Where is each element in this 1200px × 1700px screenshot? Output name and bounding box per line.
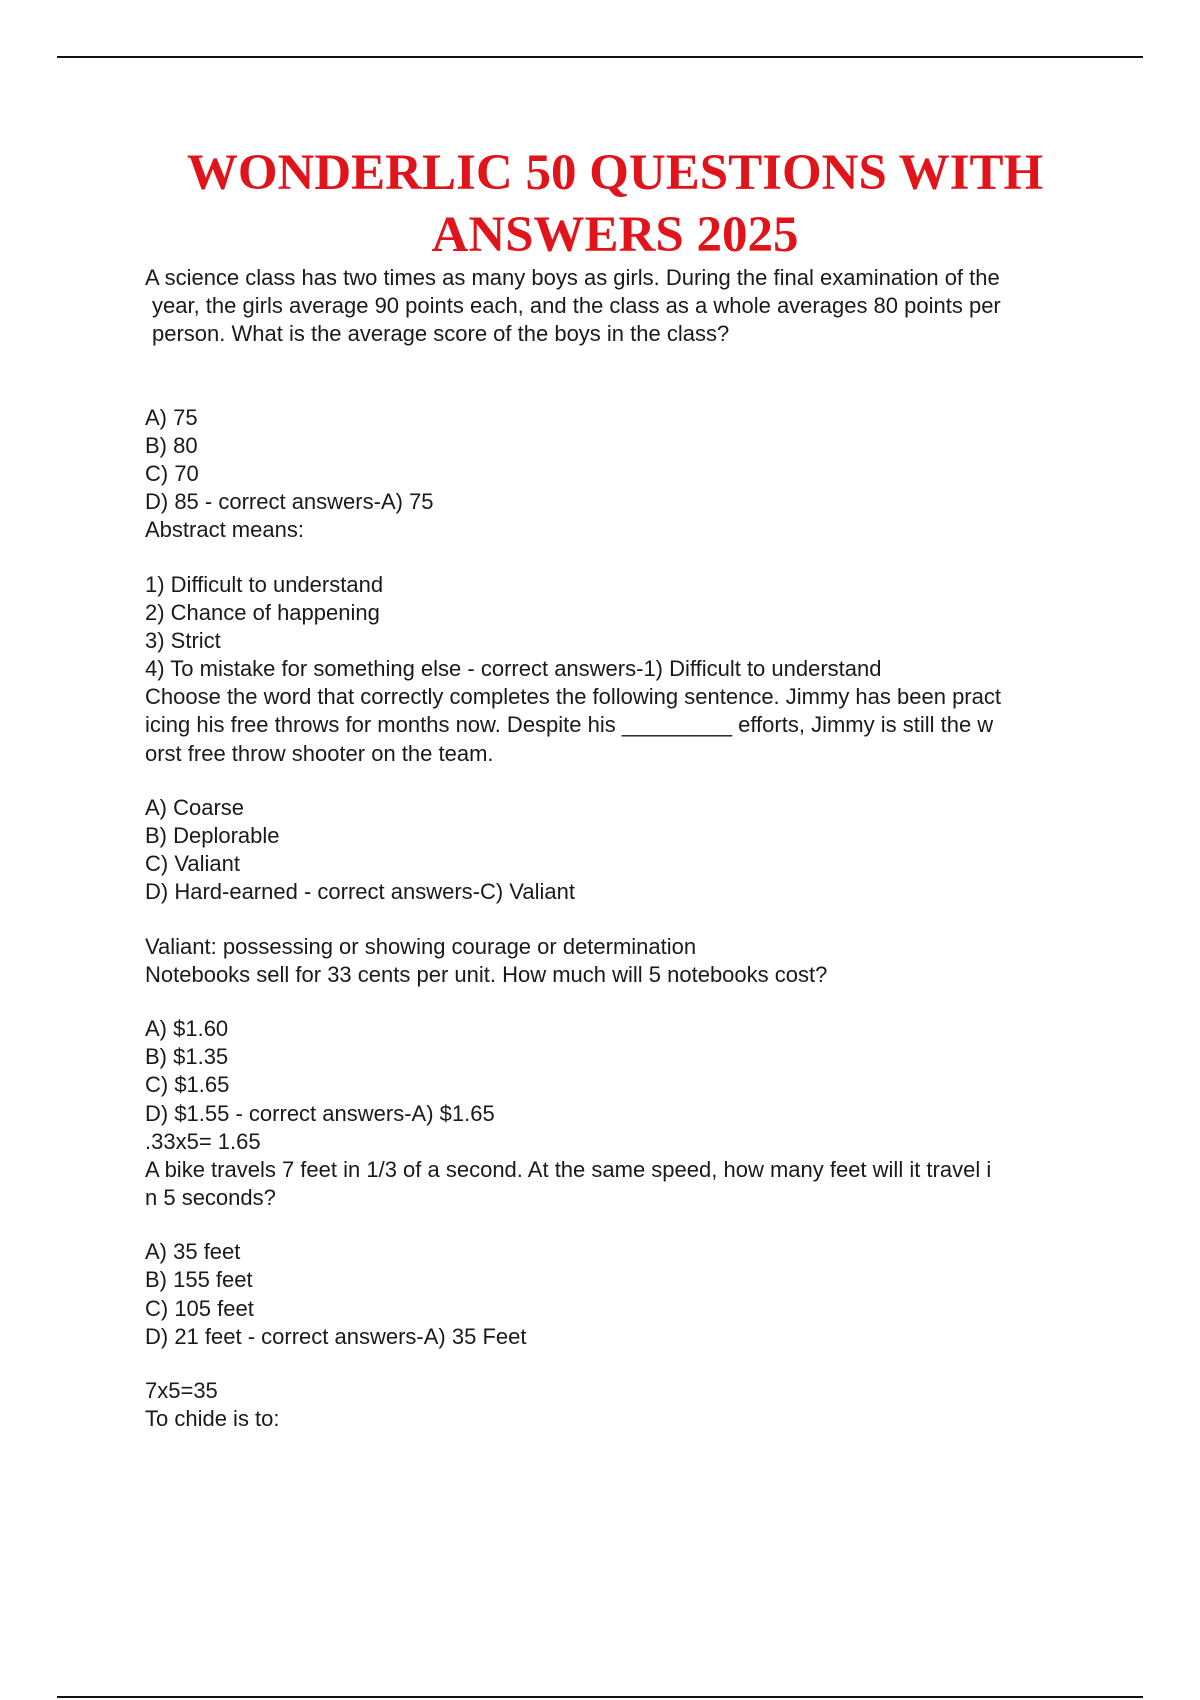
answer-option: A) $1.60	[145, 1015, 229, 1041]
answer-explanation: 7x5=35	[145, 1378, 218, 1403]
answer-option: B) Deplorable	[145, 823, 280, 848]
answer-option: C) Valiant	[145, 851, 240, 877]
question-block-1	[145, 264, 1090, 516]
answer-option: B) 155 feet	[145, 1267, 253, 1293]
question-block-3	[145, 683, 1090, 961]
answer-option: B) 80	[145, 432, 198, 458]
answer-option: 2) Chance of happening	[145, 599, 380, 625]
question-text: Choose the word that correctly completes the following sentence. Jimmy has been pract	[145, 684, 1001, 710]
question-block-6	[145, 1405, 1090, 1433]
answer-option: C) $1.65	[145, 1072, 230, 1098]
question-text: Notebooks sell for 33 cents per unit. How much will 5 notebooks cost?	[145, 961, 828, 987]
answer-option: A) 35 feet	[145, 1239, 241, 1265]
document-title	[120, 142, 1110, 266]
answer-option: A) Coarse	[145, 794, 245, 820]
answer-option-with-key: D) 85 - correct answers-A) 75	[145, 489, 434, 515]
question-block-5	[145, 1156, 1090, 1405]
document-body	[145, 264, 1090, 1433]
answer-explanation: Valiant: possessing or showing courage or determination	[145, 933, 697, 959]
bottom-rule	[57, 1696, 1143, 1698]
answer-option: C) 105 feet	[145, 1295, 254, 1321]
question-text: orst free throw shooter on the team.	[145, 740, 494, 766]
question-text: icing his free throws for months now. Despite his _________ efforts, Jimmy is still the w	[145, 712, 994, 738]
question-text: To chide is to:	[145, 1406, 280, 1432]
answer-option: B) $1.35	[145, 1044, 229, 1070]
answer-option-with-key: D) Hard-earned - correct answers-C) Valiant	[145, 879, 575, 905]
answer-option: 3) Strict	[145, 627, 221, 653]
answer-option: A) 75	[145, 404, 198, 430]
answer-option: C) 70	[145, 460, 199, 486]
answer-option-with-key: D) $1.55 - correct answers-A) $1.65	[145, 1100, 495, 1126]
answer-option: 1) Difficult to understand	[145, 571, 384, 597]
answer-option-with-key: D) 21 feet - correct answers-A) 35 Feet	[145, 1323, 527, 1349]
question-block-2	[145, 516, 1090, 683]
answer-option-with-key: 4) To mistake for something else - correct answers-1) Difficult to understand	[145, 656, 882, 682]
question-text: person. What is the average score of the boys in the class?	[152, 321, 730, 347]
title-line-1: WONDERLIC 50 QUESTIONS WITH	[186, 145, 1044, 201]
answer-explanation: .33x5= 1.65	[145, 1128, 261, 1154]
top-rule	[57, 56, 1143, 58]
question-text: n 5 seconds?	[145, 1185, 276, 1211]
question-text: year, the girls average 90 points each, and the class as a whole averages 80 points per	[152, 293, 1001, 319]
title-line-2: ANSWERS 2025	[431, 207, 799, 263]
question-text: A bike travels 7 feet in 1/3 of a second. At the same speed, how many feet will it travel i	[145, 1156, 992, 1182]
question-block-4	[145, 961, 1090, 1156]
question-text: A science class has two times as many boys as girls. During the final examination of the	[145, 265, 1000, 290]
question-text: Abstract means:	[145, 517, 304, 543]
